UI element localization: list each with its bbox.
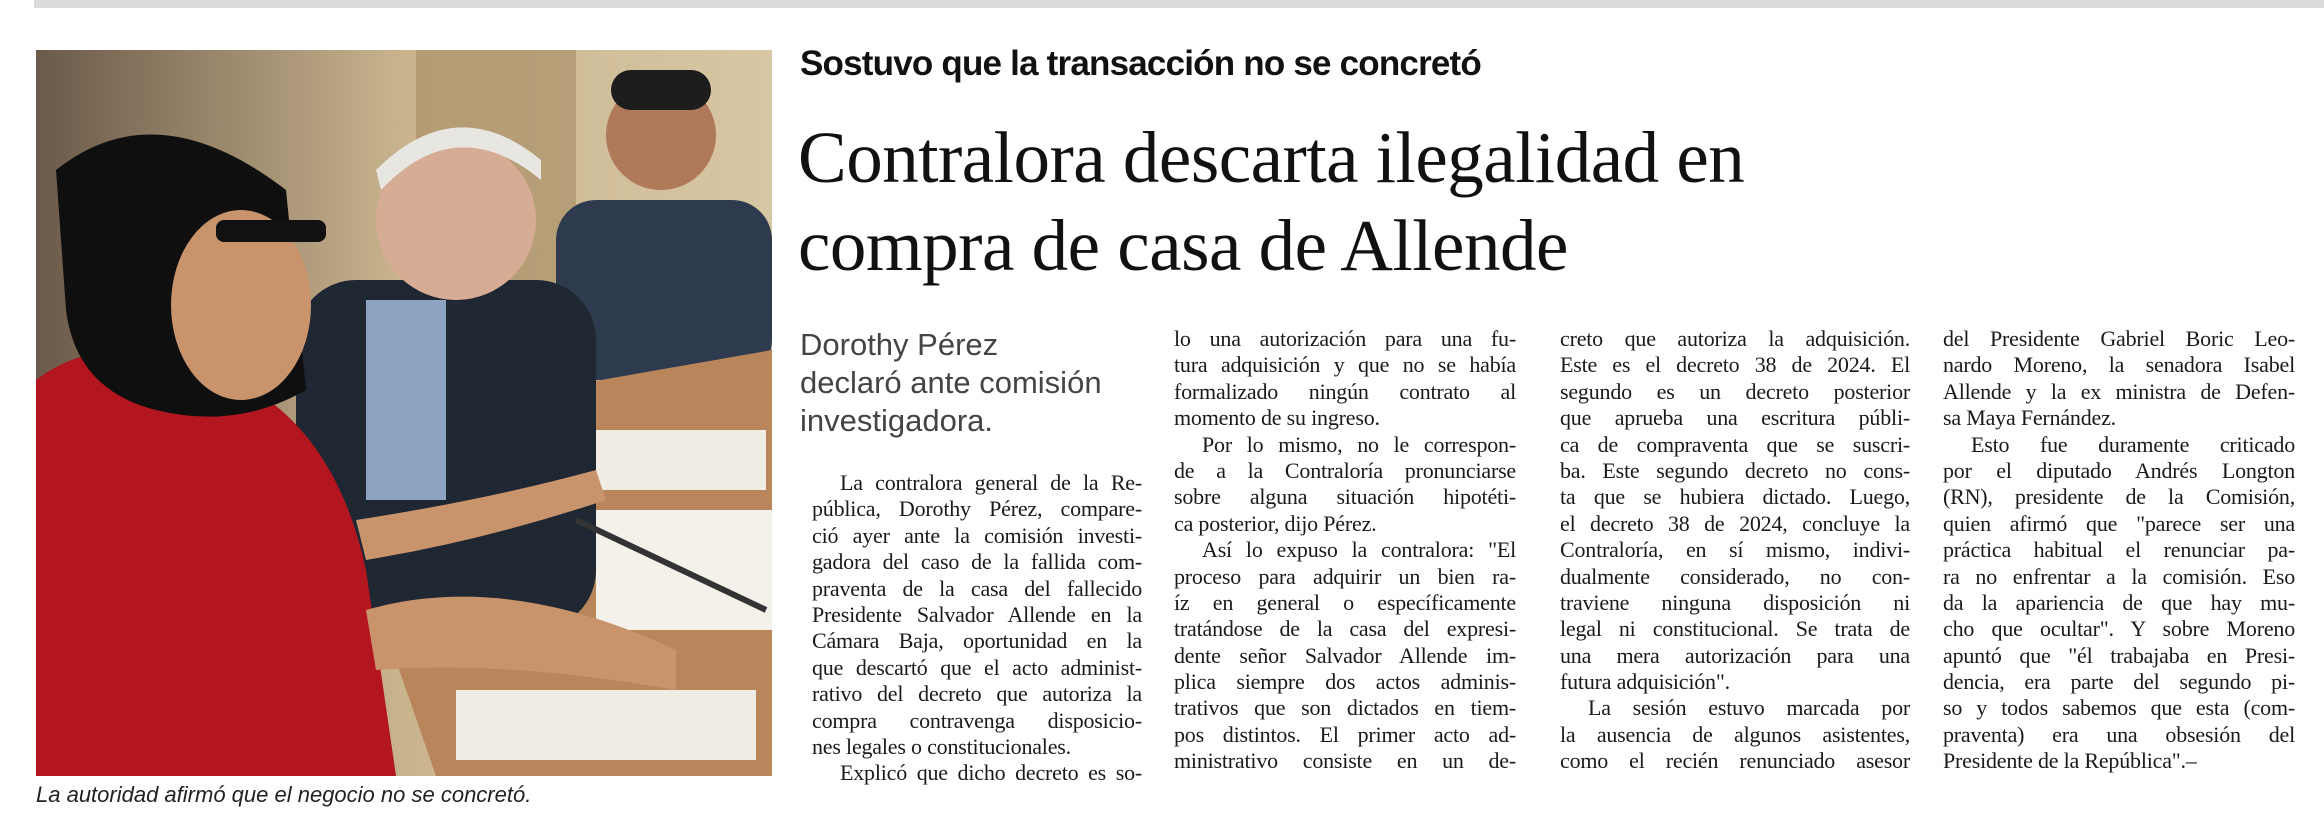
body-text-line: compra contravenga disposicio-	[812, 707, 1142, 733]
body-text-line: dencia, era parte del segundo pi-	[1943, 669, 2295, 695]
body-text-line: plica siempre dos actos adminis-	[1174, 669, 1516, 695]
body-column-4	[1943, 326, 2295, 775]
body-column-1	[812, 470, 1142, 787]
body-text-line: so y todos sabemos que esta (com-	[1943, 695, 2295, 721]
body-text-line: Contraloría, en sí mismo, indivi-	[1560, 537, 1910, 563]
body-text-line: Este es el decreto 38 de 2024. El	[1560, 352, 1910, 378]
body-text-line: Allende y la ex ministra de Defen-	[1943, 378, 2295, 404]
body-text-line: legal ni constitucional. Se trata de	[1560, 616, 1910, 642]
page-top-rule	[34, 0, 2324, 8]
body-text-line: que aprueba una escritura públi-	[1560, 405, 1910, 431]
body-text-line: el decreto 38 de 2024, concluye la	[1560, 510, 1910, 536]
body-text-line: apuntó que "él trabajaba en Presi-	[1943, 642, 2295, 668]
body-text-line: (RN), presidente de la Comisión,	[1943, 484, 2295, 510]
photo-caption: La autoridad afirmó que el negocio no se concretó.	[36, 782, 532, 807]
body-text-line: práctica habitual el renunciar pa-	[1943, 537, 2295, 563]
body-text-line: por el diputado Andrés Longton	[1943, 457, 2295, 483]
body-text-line: Explicó que dicho decreto es so-	[840, 760, 1142, 786]
headline-line: Contralora descarta ilegalidad en	[798, 117, 1745, 198]
body-text-line: da la apariencia de que hay mu-	[1943, 589, 2295, 615]
body-text-line: lo una autorización para una fu-	[1174, 326, 1516, 351]
body-text-line: La sesión estuvo marcada por	[1588, 695, 1910, 721]
body-text-line: traviene ninguna disposición ni	[1560, 589, 1910, 615]
body-text-line: Presidente Salvador Allende en la	[812, 601, 1142, 627]
body-text-line: cho que ocultar". Y sobre Moreno	[1943, 616, 2295, 642]
body-text-line: Presidente de la República".–	[1943, 748, 2197, 774]
body-text-line: que descartó que el acto administ-	[812, 654, 1142, 680]
body-text-line: del Presidente Gabriel Boric Leo-	[1943, 326, 2295, 351]
body-column-3	[1560, 326, 1910, 775]
body-text-line: una mera autorización para una	[1560, 642, 1910, 668]
body-text-line: dente señor Salvador Allende im-	[1174, 642, 1516, 668]
body-text-line: como el recién renunciado asesor	[1560, 748, 1910, 774]
body-text-line: ra no enfrentar a la comisión. Eso	[1943, 563, 2295, 589]
deck-line: declaró ante comisión	[800, 365, 1102, 400]
body-text-line: proceso para adquirir un bien ra-	[1174, 563, 1516, 589]
news-photo	[36, 50, 772, 776]
body-text-line: ta que se hubiera dictado. Luego,	[1560, 484, 1910, 510]
body-text-line: ba. Este segundo decreto no cons-	[1560, 457, 1910, 483]
body-text-line: de a la Contraloría pronunciarse	[1174, 457, 1516, 483]
body-text-line: formalizado ningún contrato al	[1174, 378, 1516, 404]
body-text-line: segundo es un decreto posterior	[1560, 378, 1910, 404]
deck-line: Dorothy Pérez	[800, 327, 999, 362]
body-text-line: tratándose de la casa del expresi-	[1174, 616, 1516, 642]
body-text-line: Esto fue duramente criticado	[1971, 431, 2295, 457]
body-text-line: pos distintos. El primer acto ad-	[1174, 721, 1516, 747]
body-column-2	[1174, 326, 1516, 775]
body-text-line: nes legales o constitucionales.	[812, 733, 1071, 759]
body-text-line: Cámara Baja, oportunidad en la	[812, 628, 1142, 654]
body-text-line: quien afirmó que "parece ser una	[1943, 510, 2295, 536]
body-text-line: Por lo mismo, no le correspon-	[1202, 431, 1516, 457]
photo-illustration	[36, 50, 772, 776]
article-headline	[798, 114, 2298, 290]
body-text-line: trativos que son dictados en tiem-	[1174, 695, 1516, 721]
body-text-line: praventa de la casa del fallecido	[812, 575, 1142, 601]
body-text-line: nardo Moreno, la senadora Isabel	[1943, 352, 2295, 378]
article-deck	[800, 326, 1160, 440]
body-text-line: futura adquisición".	[1560, 669, 1730, 695]
article-kicker: Sostuvo que la transacción no se concretó	[800, 44, 1481, 83]
body-text-line: gadora del caso de la fallida com-	[812, 549, 1142, 575]
body-text-line: La contralora general de la Re-	[840, 470, 1142, 495]
body-text-line: ministrativo consiste en un de-	[1174, 748, 1516, 774]
deck-line: investigadora.	[800, 403, 994, 438]
body-text-line: pública, Dorothy Pérez, compare-	[812, 496, 1142, 522]
body-text-line: momento de su ingreso.	[1174, 405, 1380, 431]
headline-line: compra de casa de Allende	[798, 205, 1568, 286]
body-text-line: ca posterior, dijo Pérez.	[1174, 510, 1377, 536]
body-text-line: rativo del decreto que autoriza la	[812, 681, 1142, 707]
body-text-line: sa Maya Fernández.	[1943, 405, 2116, 431]
body-text-line: dualmente considerado, no con-	[1560, 563, 1910, 589]
body-text-line: creto que autoriza la adquisición.	[1560, 326, 1910, 351]
body-text-line: la ausencia de algunos asistentes,	[1560, 721, 1910, 747]
body-text-line: íz en general o específicamente	[1174, 589, 1516, 615]
body-text-line: sobre alguna situación hipotéti-	[1174, 484, 1516, 510]
body-text-line: Así lo expuso la contralora: "El	[1202, 537, 1516, 563]
body-text-line: tura adquisición y que no se había	[1174, 352, 1516, 378]
body-text-line: ca de compraventa que se suscri-	[1560, 431, 1910, 457]
body-text-line: ció ayer ante la comisión investi-	[812, 522, 1142, 548]
body-text-line: praventa) era una obsesión del	[1943, 721, 2295, 747]
